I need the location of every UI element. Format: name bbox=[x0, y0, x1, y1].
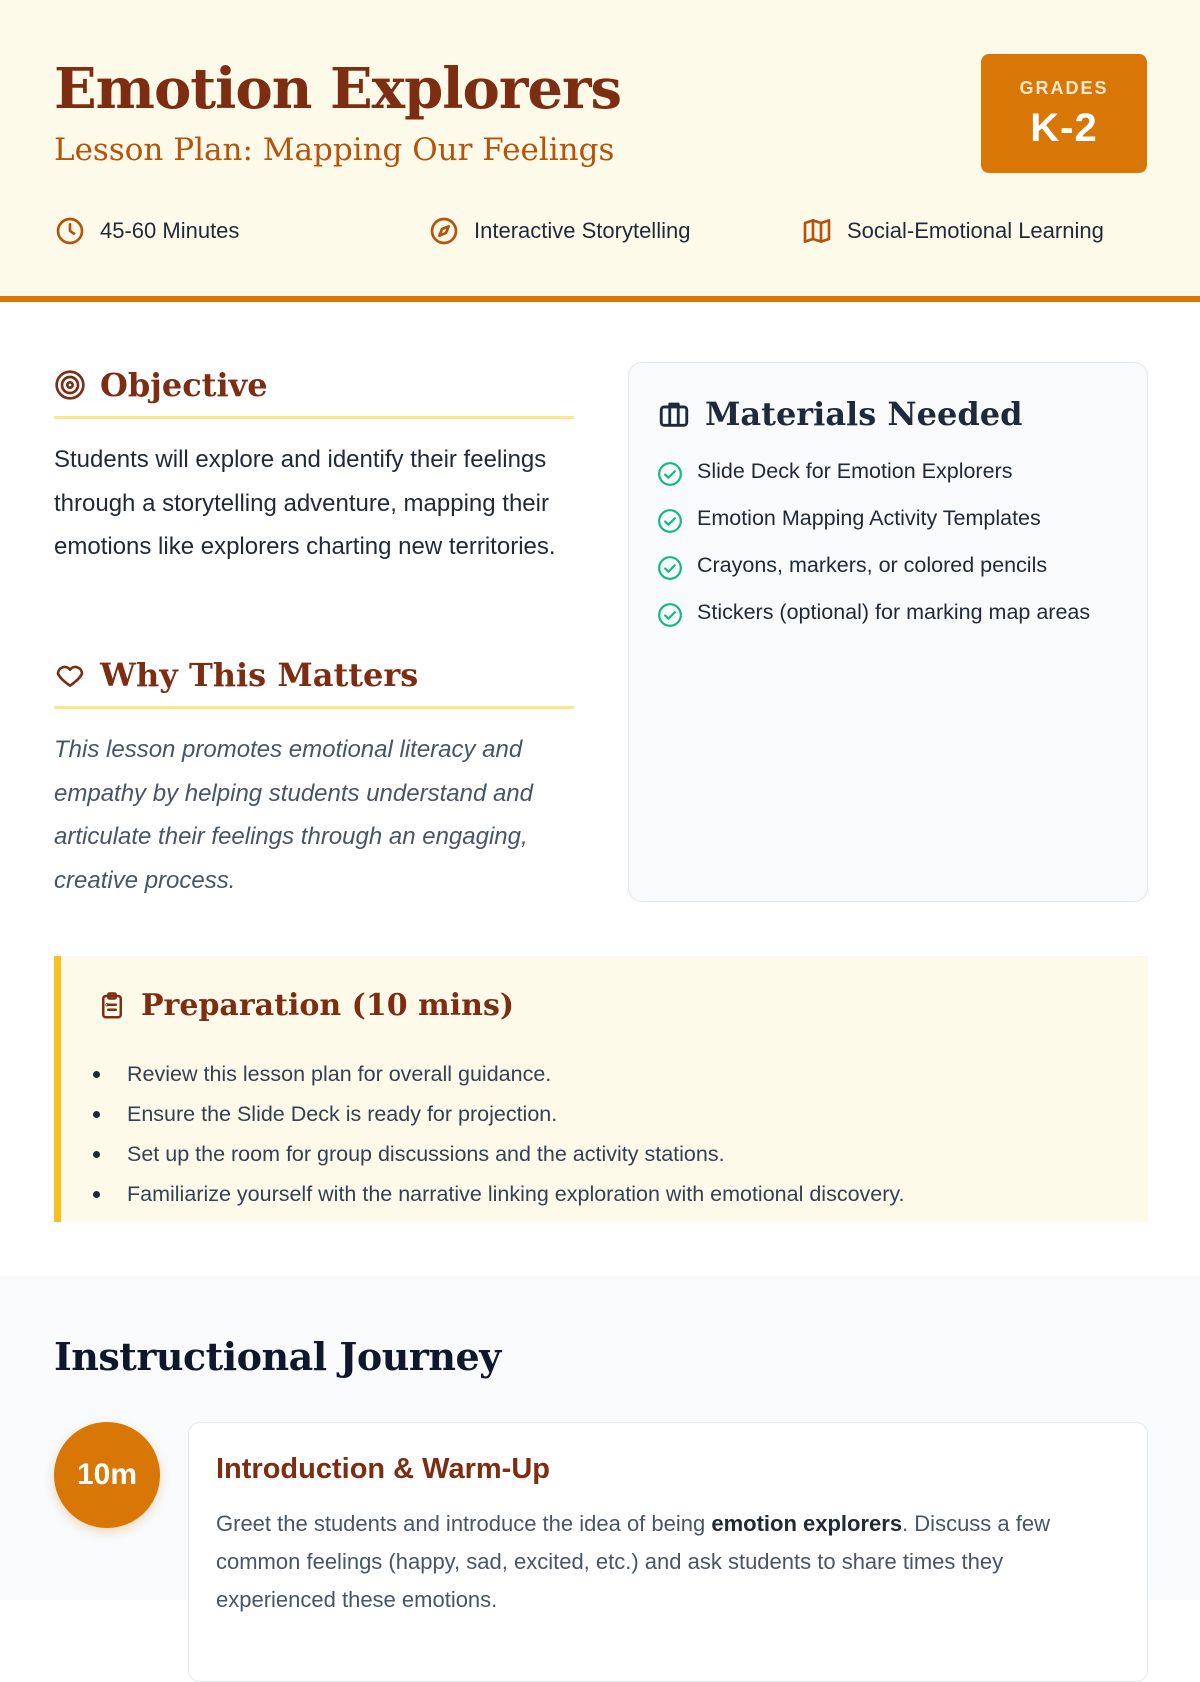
check-circle-icon bbox=[657, 461, 683, 487]
preparation-list bbox=[127, 1054, 1137, 1214]
clipboard-icon bbox=[97, 991, 127, 1021]
check-circle-icon bbox=[657, 508, 683, 534]
materials-item-label: Stickers (optional) for marking map areas bbox=[697, 600, 1091, 624]
page-subtitle: Lesson Plan: Mapping Our Feelings bbox=[54, 132, 615, 168]
briefcase-icon bbox=[657, 397, 691, 431]
heart-icon bbox=[54, 659, 86, 691]
target-icon bbox=[54, 369, 86, 401]
materials-item bbox=[657, 455, 1127, 488]
map-icon bbox=[801, 215, 833, 247]
materials-item bbox=[657, 549, 1127, 582]
meta-duration-label: 45-60 Minutes bbox=[100, 218, 240, 243]
preparation-item: Ensure the Slide Deck is ready for projection. bbox=[127, 1094, 1137, 1134]
step-text-emphasis: emotion explorers bbox=[711, 1511, 903, 1536]
preparation-heading bbox=[97, 988, 514, 1023]
preparation-item: Familiarize yourself with the narrative linking exploration with emotional discovery. bbox=[127, 1174, 1137, 1214]
step-description bbox=[216, 1505, 1116, 1619]
materials-card bbox=[628, 362, 1148, 902]
meta-subject bbox=[801, 214, 1104, 248]
materials-item bbox=[657, 502, 1127, 535]
why-text: This lesson promotes emotional literacy and empathy by helping students understand and articulate their feelings through an engaging, creative process. bbox=[54, 736, 534, 894]
why-heading bbox=[54, 656, 418, 694]
clock-icon bbox=[54, 215, 86, 247]
meta-subject-label: Social-Emotional Learning bbox=[847, 218, 1104, 243]
grade-badge-label: GRADES bbox=[1019, 78, 1109, 98]
preparation-item: Set up the room for group discussions and the activity stations. bbox=[127, 1134, 1137, 1174]
journey-title: Instructional Journey bbox=[54, 1334, 501, 1379]
step-text-part: . Discuss a few common feelings (happy, sad, excited, etc.) and ask students to share times they experienced these emotions. bbox=[216, 1511, 1050, 1612]
meta-format-label: Interactive Storytelling bbox=[474, 218, 691, 243]
objective-divider bbox=[54, 416, 574, 419]
grade-badge-value: K-2 bbox=[1030, 106, 1098, 150]
preparation-item: Review this lesson plan for overall guidance. bbox=[127, 1054, 1137, 1094]
materials-item-label: Emotion Mapping Activity Templates bbox=[697, 506, 1041, 530]
grade-badge bbox=[981, 54, 1147, 173]
materials-item-label: Crayons, markers, or colored pencils bbox=[697, 553, 1048, 577]
instructional-journey-section bbox=[0, 1276, 1200, 1612]
check-circle-icon bbox=[657, 602, 683, 628]
objective-text: Students will explore and identify their feelings through a storytelling adventure, mapping their emotions like explorers charting new territories. bbox=[54, 446, 556, 560]
materials-list bbox=[657, 455, 1127, 643]
step-title: Introduction & Warm-Up bbox=[216, 1453, 550, 1485]
step-text-part: Greet the students and introduce the idea of being bbox=[216, 1511, 712, 1536]
why-divider bbox=[54, 706, 574, 709]
materials-heading bbox=[657, 395, 1022, 433]
meta-duration bbox=[54, 214, 239, 248]
materials-item bbox=[657, 596, 1127, 629]
why-title: Why This Matters bbox=[100, 656, 419, 694]
check-circle-icon bbox=[657, 555, 683, 581]
preparation-title: Preparation (10 mins) bbox=[141, 988, 515, 1023]
step-time-badge: 10m bbox=[54, 1422, 160, 1528]
objective-title: Objective bbox=[100, 366, 268, 404]
materials-item-label: Slide Deck for Emotion Explorers bbox=[697, 459, 1013, 483]
step-card bbox=[188, 1422, 1148, 1682]
compass-icon bbox=[428, 215, 460, 247]
meta-format bbox=[428, 214, 690, 248]
materials-title: Materials Needed bbox=[705, 395, 1023, 433]
lesson-header bbox=[0, 0, 1200, 302]
preparation-panel bbox=[54, 956, 1148, 1222]
objective-heading bbox=[54, 366, 268, 404]
page-title: Emotion Explorers bbox=[54, 56, 622, 122]
